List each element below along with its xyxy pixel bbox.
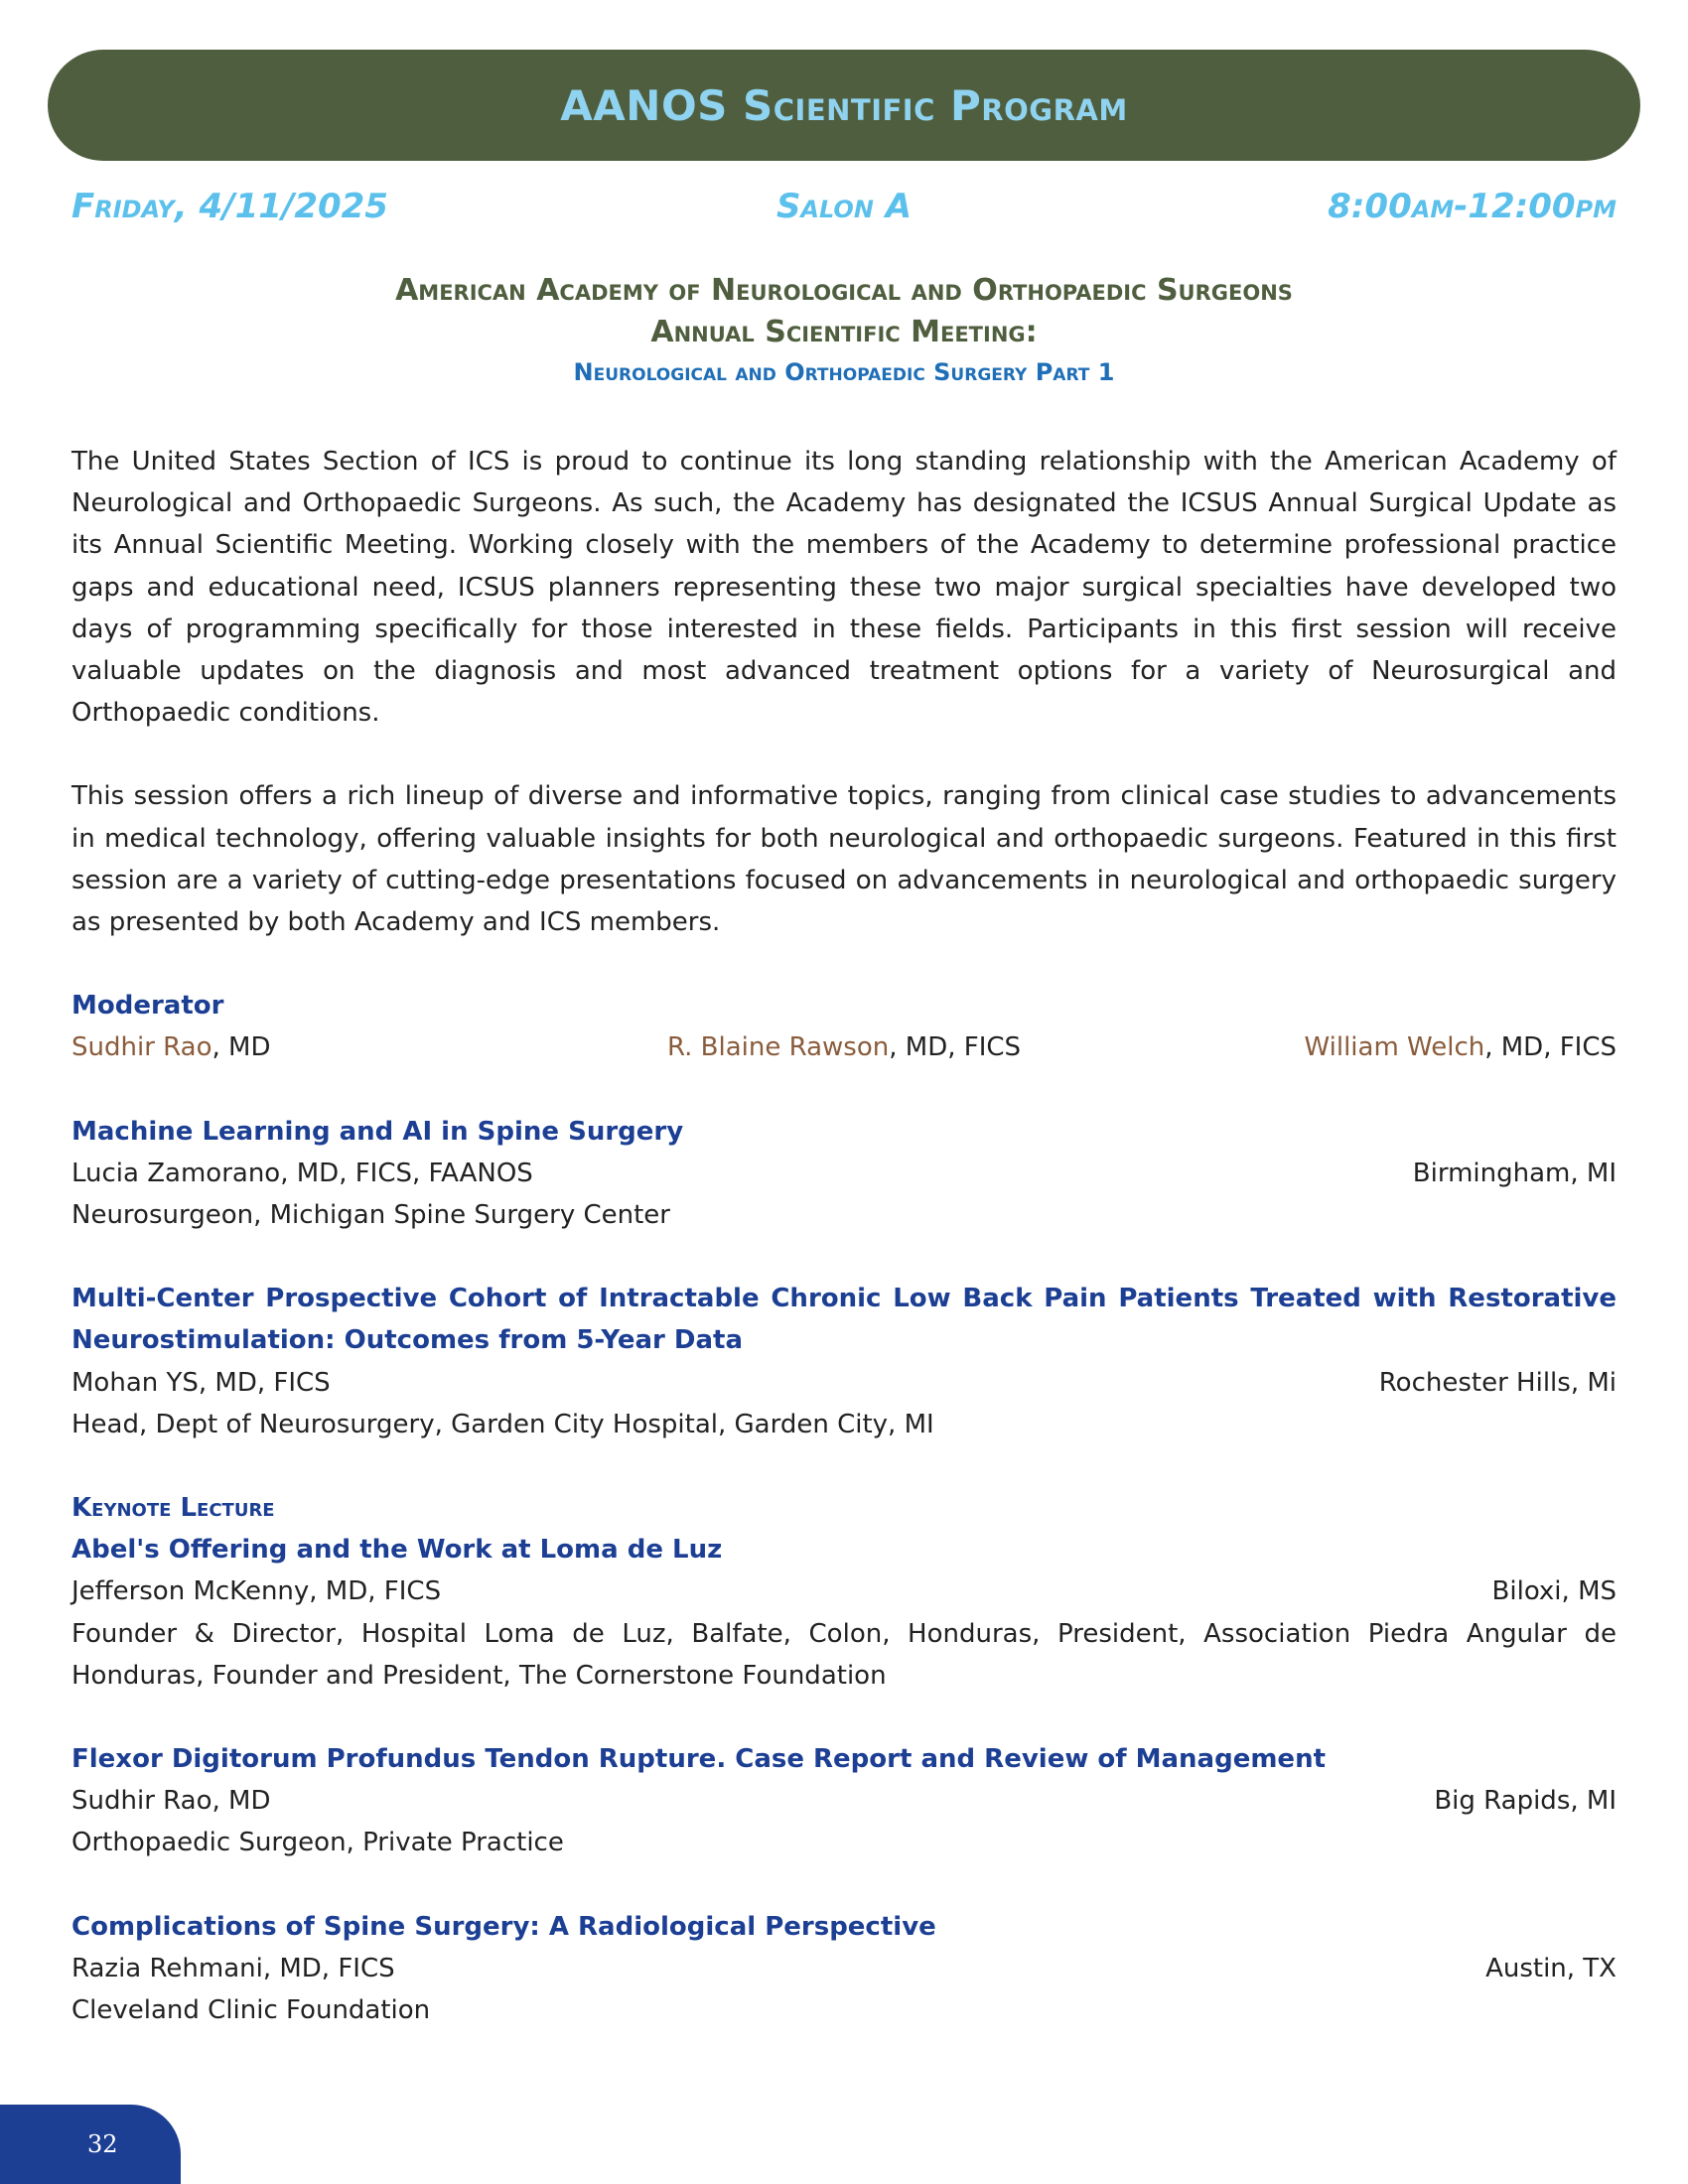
- talk-title: Flexor Digitorum Profundus Tendon Rupture. Case Report and Review of Management: [71, 1744, 1327, 1775]
- session-info-row: [71, 185, 1617, 228]
- intro-paragraph-1: The United States Section of ICS is proud to continue its long standing relationship with the American Academy of Neurological and Orthopaedic Surgeons. As such, the Academy has designated the ICSUS Annual Surgical Update as its Annual Scientific Meeting. Working closely with the members of the Academy to determine professional practice gaps and educational need, ICSUS planners representing these two major surgical specialties have developed two days of programming specifically for those interested in these fields. Participants in this first session will receive valuable updates on the diagnosis and most advanced treatment options for a variety of Neurosurgical and Orthopaedic conditions.: [71, 447, 1617, 729]
- speaker-location: Rochester Hills, Mi: [1378, 1367, 1617, 1398]
- keynote-block: [71, 1487, 1617, 1697]
- moderator-name: William Welch: [1304, 1032, 1485, 1063]
- speaker-affiliation: Orthopaedic Surgeon, Private Practice: [71, 1828, 564, 1858]
- speaker-name: Razia Rehmani, MD, FICS: [71, 1953, 395, 1983]
- talk-block: [71, 1111, 1617, 1237]
- talk-title: Multi-Center Prospective Cohort of Intractable Chronic Low Back Pain Patients Treated with Restorative Neurostimulation: Outcomes from 5-Year Data: [71, 1284, 1617, 1356]
- moderator-creds: , MD: [211, 1032, 271, 1063]
- moderator-name: R. Blaine Rawson: [666, 1032, 890, 1063]
- speaker-name: Jefferson McKenny, MD, FICS: [71, 1576, 442, 1607]
- intro-paragraph-2: This session offers a rich lineup of diverse and informative topics, ranging from clinical case studies to advancements in medical technology, offering valuable insights for both neurological and orthopaedic surgeons. Featured in this first session are a variety of cutting-edge presentations focused on advancements in neurological and orthopaedic surgery as presented by both Academy and ICS members.: [71, 781, 1617, 938]
- speaker-name: Sudhir Rao, MD: [71, 1786, 271, 1817]
- moderator-1: [71, 1026, 587, 1068]
- speaker-row: [71, 1780, 1617, 1822]
- session-subtitle: Neurological and Orthopaedic Surgery Part 1: [573, 358, 1115, 386]
- talk-title: Complications of Spine Surgery: A Radiological Perspective: [71, 1911, 936, 1942]
- speaker-affiliation: Neurosurgeon, Michigan Spine Surgery Center: [71, 1200, 670, 1231]
- speaker-name: Lucia Zamorano, MD, FICS, FAANOS: [71, 1158, 533, 1188]
- org-title-line2: Annual Scientific Meeting:: [650, 315, 1038, 349]
- session-time: 8:00am-12:00pm: [1328, 187, 1618, 226]
- speaker-name: Mohan YS, MD, FICS: [71, 1367, 331, 1398]
- speaker-row: [71, 1362, 1617, 1404]
- talk-title: Abel's Offering and the Work at Loma de Luz: [71, 1535, 723, 1566]
- moderator-2: [587, 1026, 1102, 1068]
- speaker-affiliation: Cleveland Clinic Foundation: [71, 1995, 431, 2026]
- speaker-row: [71, 1570, 1617, 1612]
- session-date: Friday, 4/11/2025: [71, 187, 388, 226]
- moderator-3: [1101, 1026, 1617, 1068]
- speaker-location: Austin, TX: [1485, 1953, 1617, 1983]
- talk-block: [71, 1906, 1617, 2032]
- page-number-tab: [0, 2105, 181, 2184]
- speaker-affiliation: Founder & Director, Hospital Loma de Luz, Balfate, Colon, Honduras, President, Association Piedra Angular de Honduras, Founder and President, The Cornerstone Foundation: [71, 1618, 1617, 1691]
- moderator-row: [71, 1026, 1617, 1068]
- speaker-row: [71, 1948, 1617, 1989]
- session-headings: [71, 270, 1617, 391]
- session-room: Salon A: [775, 187, 913, 226]
- talk-title: Machine Learning and AI in Spine Surgery: [71, 1116, 684, 1147]
- talk-block: [71, 1278, 1617, 1445]
- speaker-location: Big Rapids, MI: [1434, 1786, 1617, 1817]
- moderator-block: [71, 985, 1617, 1068]
- program-body: [71, 441, 1617, 2073]
- org-title-line1: American Academy of Neurological and Orthopaedic Surgeons: [395, 273, 1293, 308]
- speaker-row: [71, 1153, 1617, 1194]
- moderator-creds: , MD, FICS: [1484, 1032, 1618, 1063]
- moderator-creds: , MD, FICS: [889, 1032, 1022, 1063]
- moderator-name: Sudhir Rao: [71, 1032, 212, 1063]
- header-banner: [48, 50, 1640, 161]
- speaker-location: Biloxi, MS: [1491, 1576, 1617, 1607]
- speaker-affiliation: Head, Dept of Neurosurgery, Garden City Hospital, Garden City, MI: [71, 1409, 934, 1439]
- moderator-label: Moderator: [71, 991, 224, 1022]
- banner-title: AANOS Scientific Program: [560, 80, 1128, 130]
- speaker-location: Birmingham, MI: [1412, 1158, 1617, 1188]
- page-number: 32: [87, 2130, 118, 2158]
- talk-block: [71, 1738, 1617, 1864]
- keynote-label: Keynote Lecture: [71, 1493, 275, 1524]
